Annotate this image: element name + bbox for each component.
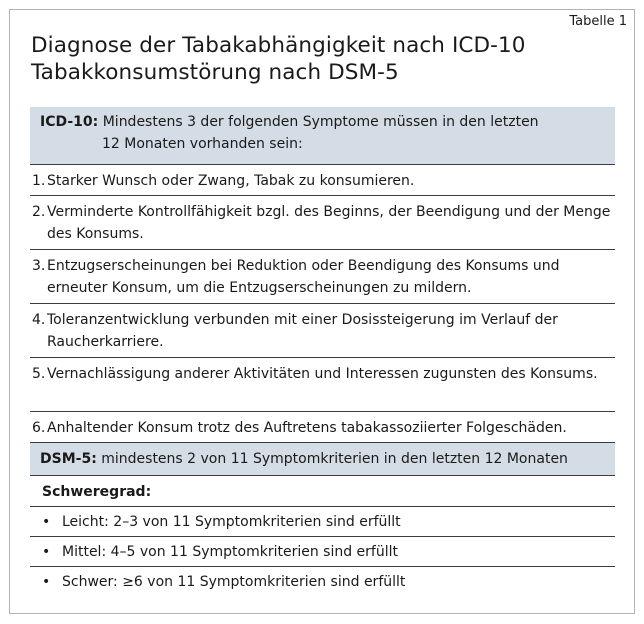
- bullet-icon: •: [42, 574, 51, 590]
- symptom-number: 2.: [32, 204, 46, 220]
- dsm-label: DSM-5:: [40, 451, 97, 467]
- severity-row: [30, 567, 615, 597]
- severity-text: Leicht: 2–3 von 11 Symptomkriterien sind erfüllt: [62, 514, 401, 530]
- dsm-header-text: mindestens 2 von 11 Symptomkriterien in den letzten 12 Monaten: [101, 451, 568, 467]
- icd-header-row: [30, 107, 615, 165]
- severity-text: Mittel: 4–5 von 11 Symptomkriterien sind erfüllt: [62, 544, 398, 560]
- bullet-icon: •: [42, 514, 51, 530]
- title-line-1: Diagnose der Tabakabhängigkeit nach ICD-10: [31, 33, 526, 58]
- symptom-text: Entzugserscheinungen bei Reduktion oder Beendigung des Konsums und erneuter Konsum, um die Entzugserscheinungen zu mildern.: [47, 258, 560, 296]
- symptom-number: 3.: [32, 258, 46, 274]
- icd-header-text-1: Mindestens 3 der folgenden Symptome müssen in den letzten: [102, 114, 539, 130]
- symptom-row: [30, 358, 615, 412]
- criteria-table: [30, 107, 615, 597]
- symptom-row: [30, 250, 615, 304]
- table-number-label: Tabelle 1: [569, 14, 627, 29]
- symptom-text: Toleranzentwicklung verbunden mit einer Dosissteigerung im Verlauf der Raucherkarriere.: [47, 312, 558, 350]
- severity-text: Schwer: ≥6 von 11 Symptomkriterien sind erfüllt: [62, 574, 406, 590]
- symptom-row: [30, 412, 615, 443]
- icd-label: ICD-10:: [40, 114, 99, 130]
- symptom-text: Anhaltender Konsum trotz des Auftretens tabakassoziierter Folgeschäden.: [47, 420, 567, 436]
- icd-header-text-2: 12 Monaten vorhanden sein:: [102, 136, 303, 152]
- symptom-number: 5.: [32, 366, 46, 382]
- severity-heading: Schweregrad:: [30, 476, 615, 507]
- table-title: [31, 32, 526, 86]
- symptom-row: [30, 196, 615, 250]
- symptom-number: 1.: [32, 173, 46, 189]
- title-line-2: Tabakkonsumstörung nach DSM-5: [31, 60, 399, 85]
- symptom-row: [30, 165, 615, 196]
- severity-row: [30, 507, 615, 537]
- severity-row: [30, 537, 615, 567]
- symptom-row: [30, 304, 615, 358]
- table-card: [9, 9, 635, 614]
- symptom-number: 4.: [32, 312, 46, 328]
- dsm-header-row: [30, 443, 615, 476]
- symptom-text: Vernachlässigung anderer Aktivitäten und Interessen zugunsten des Konsums.: [47, 366, 598, 382]
- symptom-text: Verminderte Kontrollfähigkeit bzgl. des Beginns, der Beendigung und der Menge des Konsums.: [47, 204, 611, 242]
- bullet-icon: •: [42, 544, 51, 560]
- symptom-number: 6.: [32, 420, 46, 436]
- symptom-text: Starker Wunsch oder Zwang, Tabak zu konsumieren.: [47, 173, 415, 189]
